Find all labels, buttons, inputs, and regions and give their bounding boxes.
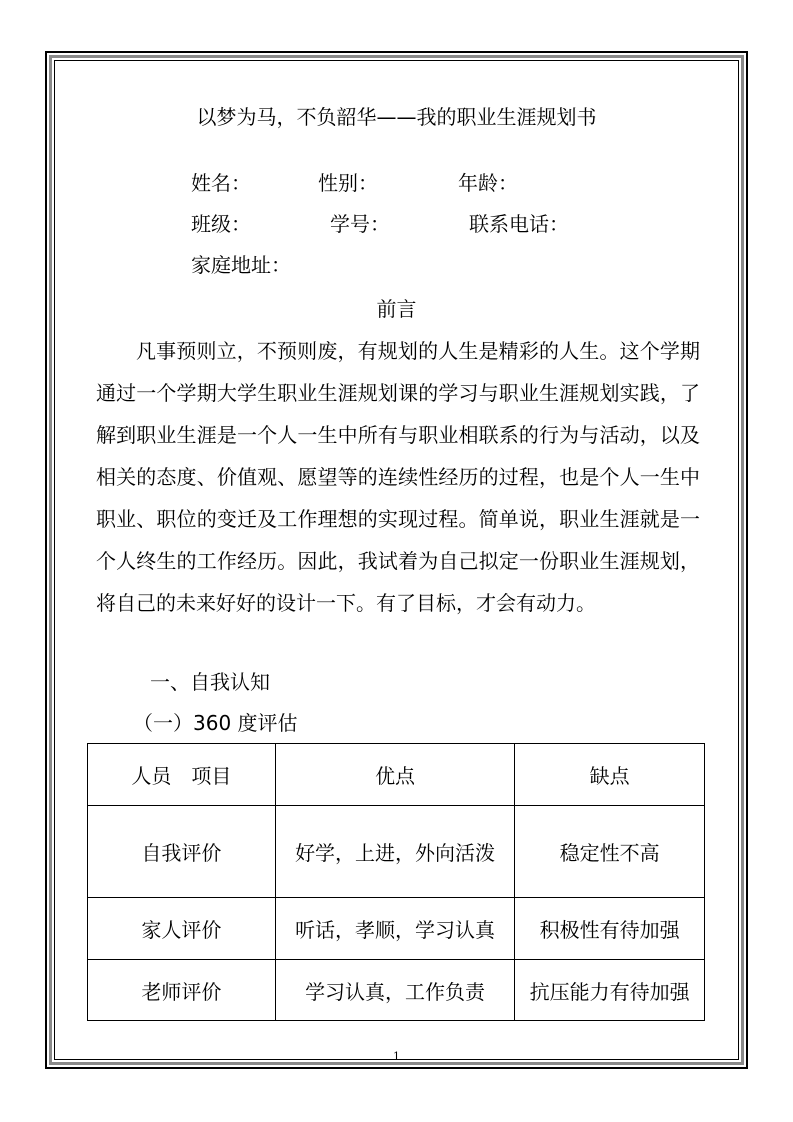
table-cell: 听话，孝顺，学习认真 <box>275 898 514 960</box>
table-cell: 家人评价 <box>88 898 276 960</box>
phone-label: 联系电话： <box>469 212 569 236</box>
table-cell: 稳定性不高 <box>515 806 705 898</box>
page-number: 1 <box>393 1050 400 1063</box>
table-row <box>88 960 705 1021</box>
table-header-cell: 人员 项目 <box>88 744 276 806</box>
table-header-cell: 优点 <box>275 744 514 806</box>
table-row <box>88 806 705 898</box>
table-row <box>88 898 705 960</box>
address-label: 家庭地址： <box>191 253 291 277</box>
subsection-heading-360: （一）360 度评估 <box>133 711 298 735</box>
table-cell: 积极性有待加强 <box>515 898 705 960</box>
table-cell: 老师评价 <box>88 960 276 1021</box>
table-cell: 好学，上进，外向活泼 <box>275 806 514 898</box>
evaluation-table <box>87 743 705 1021</box>
student-id-label: 学号： <box>330 212 390 236</box>
preface-body: 凡事预则立，不预则废，有规划的人生是精彩的人生。这个学期通过一个学期大学生职业生涯规划课的学习与职业生涯规划实践，了解到职业生涯是一个人一生中所有与职业相联系的行为与活动，以及相关的态度、价值观、愿望等的连续性经历的过程，也是个人一生中职业、职位的变迁及工作理想的实现过程。简单说，职业生涯就是一个人终生的工作经历。因此，我试着为自己拟定一份职业生涯规划，将自己的未来好好的设计一下。有了目标，才会有动力。 <box>96 339 700 615</box>
section-heading-self-awareness: 一、自我认知 <box>150 670 270 694</box>
class-label: 班级： <box>191 212 251 236</box>
table-header-row <box>88 744 705 806</box>
table-cell: 自我评价 <box>88 806 276 898</box>
table-cell: 抗压能力有待加强 <box>515 960 705 1021</box>
gender-label: 性别： <box>318 171 378 195</box>
age-label: 年龄： <box>458 171 518 195</box>
preface-title: 前言 <box>376 297 417 321</box>
table-header-cell: 缺点 <box>515 744 705 806</box>
name-label: 姓名： <box>191 171 251 195</box>
table-cell: 学习认真，工作负责 <box>275 960 514 1021</box>
document-title: 以梦为马，不负韶华——我的职业生涯规划书 <box>196 105 597 129</box>
